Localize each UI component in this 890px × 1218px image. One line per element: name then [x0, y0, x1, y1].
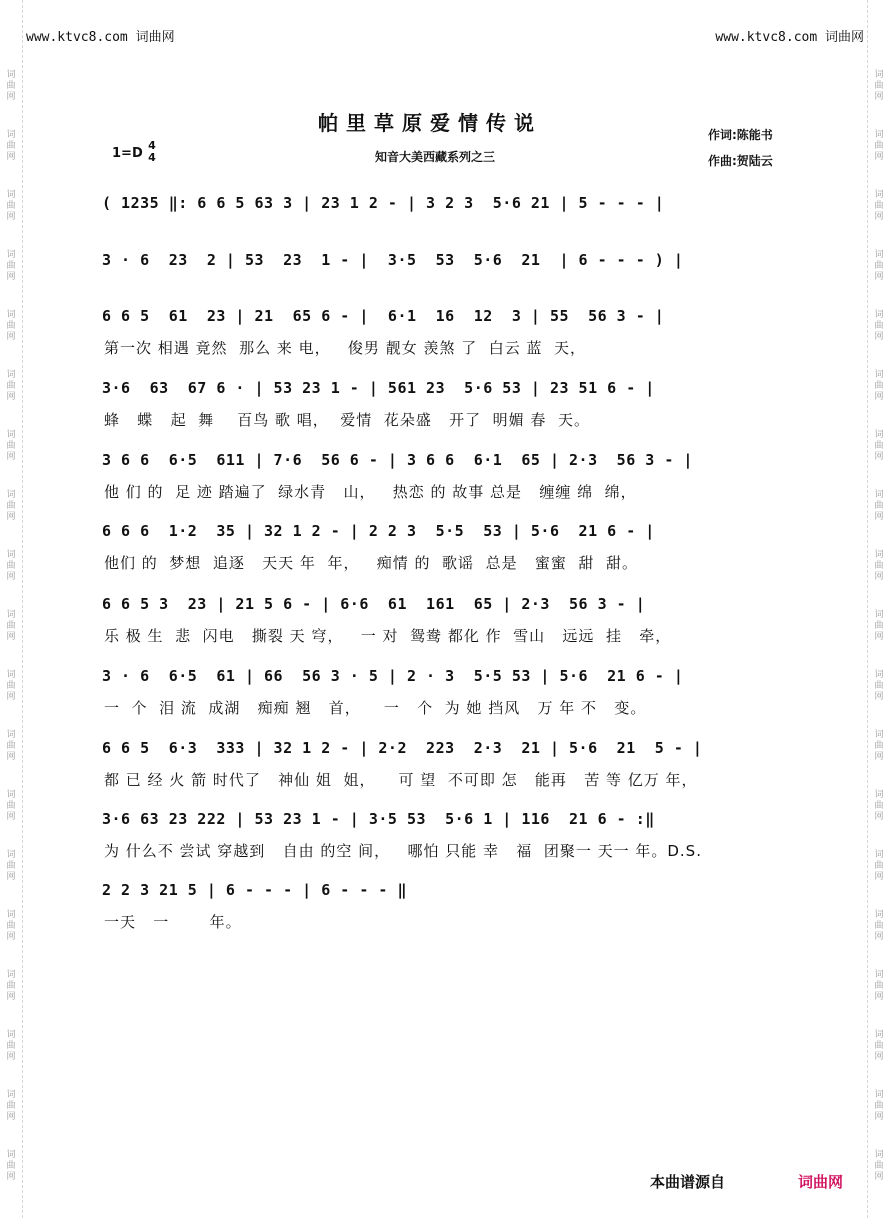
brand-logo-text[interactable]: 词曲网: [798, 1173, 844, 1191]
lyric-row: 他们 的 梦想 追逐 天天 年 年， 痴情 的 歌谣 总是 蜜蜜 甜 甜。: [104, 554, 638, 572]
watermark-mark: 词 曲 网: [874, 190, 884, 222]
lyric-row: 蜂 蝶 起 舞 百鸟 歌 唱， 爱情 花朵盛 开了 明媚 春 天。: [104, 411, 590, 429]
watermark-mark: 词 曲 网: [874, 1030, 884, 1062]
song-subtitle: 知音大美西藏系列之三: [375, 150, 496, 164]
watermark-mark: 词 曲 网: [874, 370, 884, 402]
watermark-mark: 词 曲 网: [6, 1150, 16, 1182]
watermark-mark: 词 曲 网: [874, 790, 884, 822]
lyric-row: 都 已 经 火 箭 时代了 神仙 姐 姐， 可 望 不可即 怎 能再 苦 等 亿万 年，: [104, 771, 698, 789]
watermark-mark: 词 曲 网: [874, 430, 884, 462]
lyric-row: 他 们 的 足 迹 踏遍了 绿水青 山， 热恋 的 故事 总是 缠缠 绵 绵，: [104, 483, 637, 501]
watermark-mark: 词 曲 网: [874, 850, 884, 882]
lyricist-credit: 作词:陈能书: [708, 128, 773, 142]
watermark-mark: 词 曲 网: [6, 370, 16, 402]
watermark-mark: 词 曲 网: [6, 70, 16, 102]
watermark-mark: 词 曲 网: [874, 970, 884, 1002]
lyric-row: 为 什么不 尝试 穿越到 自由 的空 间， 哪怕 只能 幸 福 团聚一 天一 年。D.S.: [104, 842, 702, 860]
watermark-mark: 词 曲 网: [6, 130, 16, 162]
song-title: 帕里草原爱情传说: [318, 111, 542, 135]
watermark-mark: 词 曲 网: [6, 490, 16, 522]
watermark-mark: 词 曲 网: [6, 250, 16, 282]
lyric-row: 一天 一 年。: [104, 913, 242, 931]
watermark-mark: 词 曲 网: [6, 970, 16, 1002]
notation-row: 3 · 6 6·5 61 | 66 56 3 · 5 | 2 · 3 5·5 53 | 5·6 21 6 - |: [102, 667, 684, 685]
site-url-left[interactable]: www.ktvc8.com 词曲网: [26, 30, 175, 45]
watermark-mark: 词 曲 网: [874, 70, 884, 102]
watermark-mark: 词 曲 网: [874, 610, 884, 642]
watermark-mark: 词 曲 网: [6, 190, 16, 222]
watermark-mark: 词 曲 网: [874, 1090, 884, 1122]
notation-row: 3 · 6 23 2 | 53 23 1 - | 3·5 53 5·6 21 | 6 - - - ) |: [102, 251, 684, 269]
watermark-mark: 词 曲 网: [874, 130, 884, 162]
time-signature-bottom: 4: [148, 151, 156, 164]
notation-row: ( 1235 ‖: 6 6 5 63 3 | 23 1 2 - | 3 2 3 5·6 21 | 5 - - - |: [102, 194, 665, 212]
notation-row: 3·6 63 67 6 · | 53 23 1 - | 561 23 5·6 53 | 23 51 6 - |: [102, 379, 655, 397]
notation-row: 6 6 5 61 23 | 21 65 6 - | 6·1 16 12 3 | 55 56 3 - |: [102, 307, 665, 325]
lyric-row: 乐 极 生 悲 闪电 撕裂 天 穹， 一 对 鸳鸯 都化 作 雪山 远远 挂 牵，: [104, 627, 672, 645]
watermark-mark: 词 曲 网: [6, 310, 16, 342]
site-url-right[interactable]: www.ktvc8.com 词曲网: [715, 30, 864, 45]
time-signature-top: 4: [148, 139, 156, 152]
watermark-mark: 词 曲 网: [6, 790, 16, 822]
watermark-mark: 词 曲 网: [6, 550, 16, 582]
notation-row: 3 6 6 6·5 611 | 7·6 56 6 - | 3 6 6 6·1 65 | 2·3 56 3 - |: [102, 451, 693, 469]
watermark-mark: 词 曲 网: [6, 850, 16, 882]
watermark-mark: 词 曲 网: [874, 490, 884, 522]
watermark-mark: 词 曲 网: [6, 430, 16, 462]
watermark-mark: 词 曲 网: [874, 1150, 884, 1182]
notation-row: 3·6 63 23 222 | 53 23 1 - | 3·5 53 5·6 1 | 116 21 6 - :‖: [102, 810, 655, 828]
key-signature: 1=D: [112, 146, 143, 161]
notation-row: 6 6 6 1·2 35 | 32 1 2 - | 2 2 3 5·5 53 | 5·6 21 6 - |: [102, 522, 655, 540]
watermark-mark: 词 曲 网: [6, 670, 16, 702]
watermark-mark: 词 曲 网: [874, 730, 884, 762]
watermark-mark: 词 曲 网: [874, 550, 884, 582]
lyric-row: 第一次 相遇 竟然 那么 来 电， 俊男 靓女 羡煞 了 白云 蓝 天，: [104, 339, 587, 357]
notation-row: 6 6 5 3 23 | 21 5 6 - | 6·6 61 161 65 | 2·3 56 3 - |: [102, 595, 646, 613]
notation-row: 2 2 3 21 5 | 6 - - - | 6 - - - ‖: [102, 881, 407, 899]
watermark-mark: 词 曲 网: [6, 1090, 16, 1122]
notation-row: 6 6 5 6·3 333 | 32 1 2 - | 2·2 223 2·3 21 | 5·6 21 5 - |: [102, 739, 703, 757]
watermark-mark: 词 曲 网: [6, 610, 16, 642]
watermark-mark: 词 曲 网: [6, 730, 16, 762]
watermark-mark: 词 曲 网: [874, 910, 884, 942]
watermark-mark: 词 曲 网: [6, 910, 16, 942]
watermark-mark: 词 曲 网: [874, 310, 884, 342]
time-signature: [146, 140, 158, 164]
lyric-row: 一 个 泪 流 成湖 痴痴 翘 首， 一 个 为 她 挡风 万 年 不 变。: [104, 699, 647, 717]
watermark-mark: 词 曲 网: [874, 670, 884, 702]
source-label: 本曲谱源自: [650, 1173, 726, 1191]
watermark-mark: 词 曲 网: [874, 250, 884, 282]
watermark-mark: 词 曲 网: [6, 1030, 16, 1062]
composer-credit: 作曲:贺陆云: [708, 154, 773, 168]
